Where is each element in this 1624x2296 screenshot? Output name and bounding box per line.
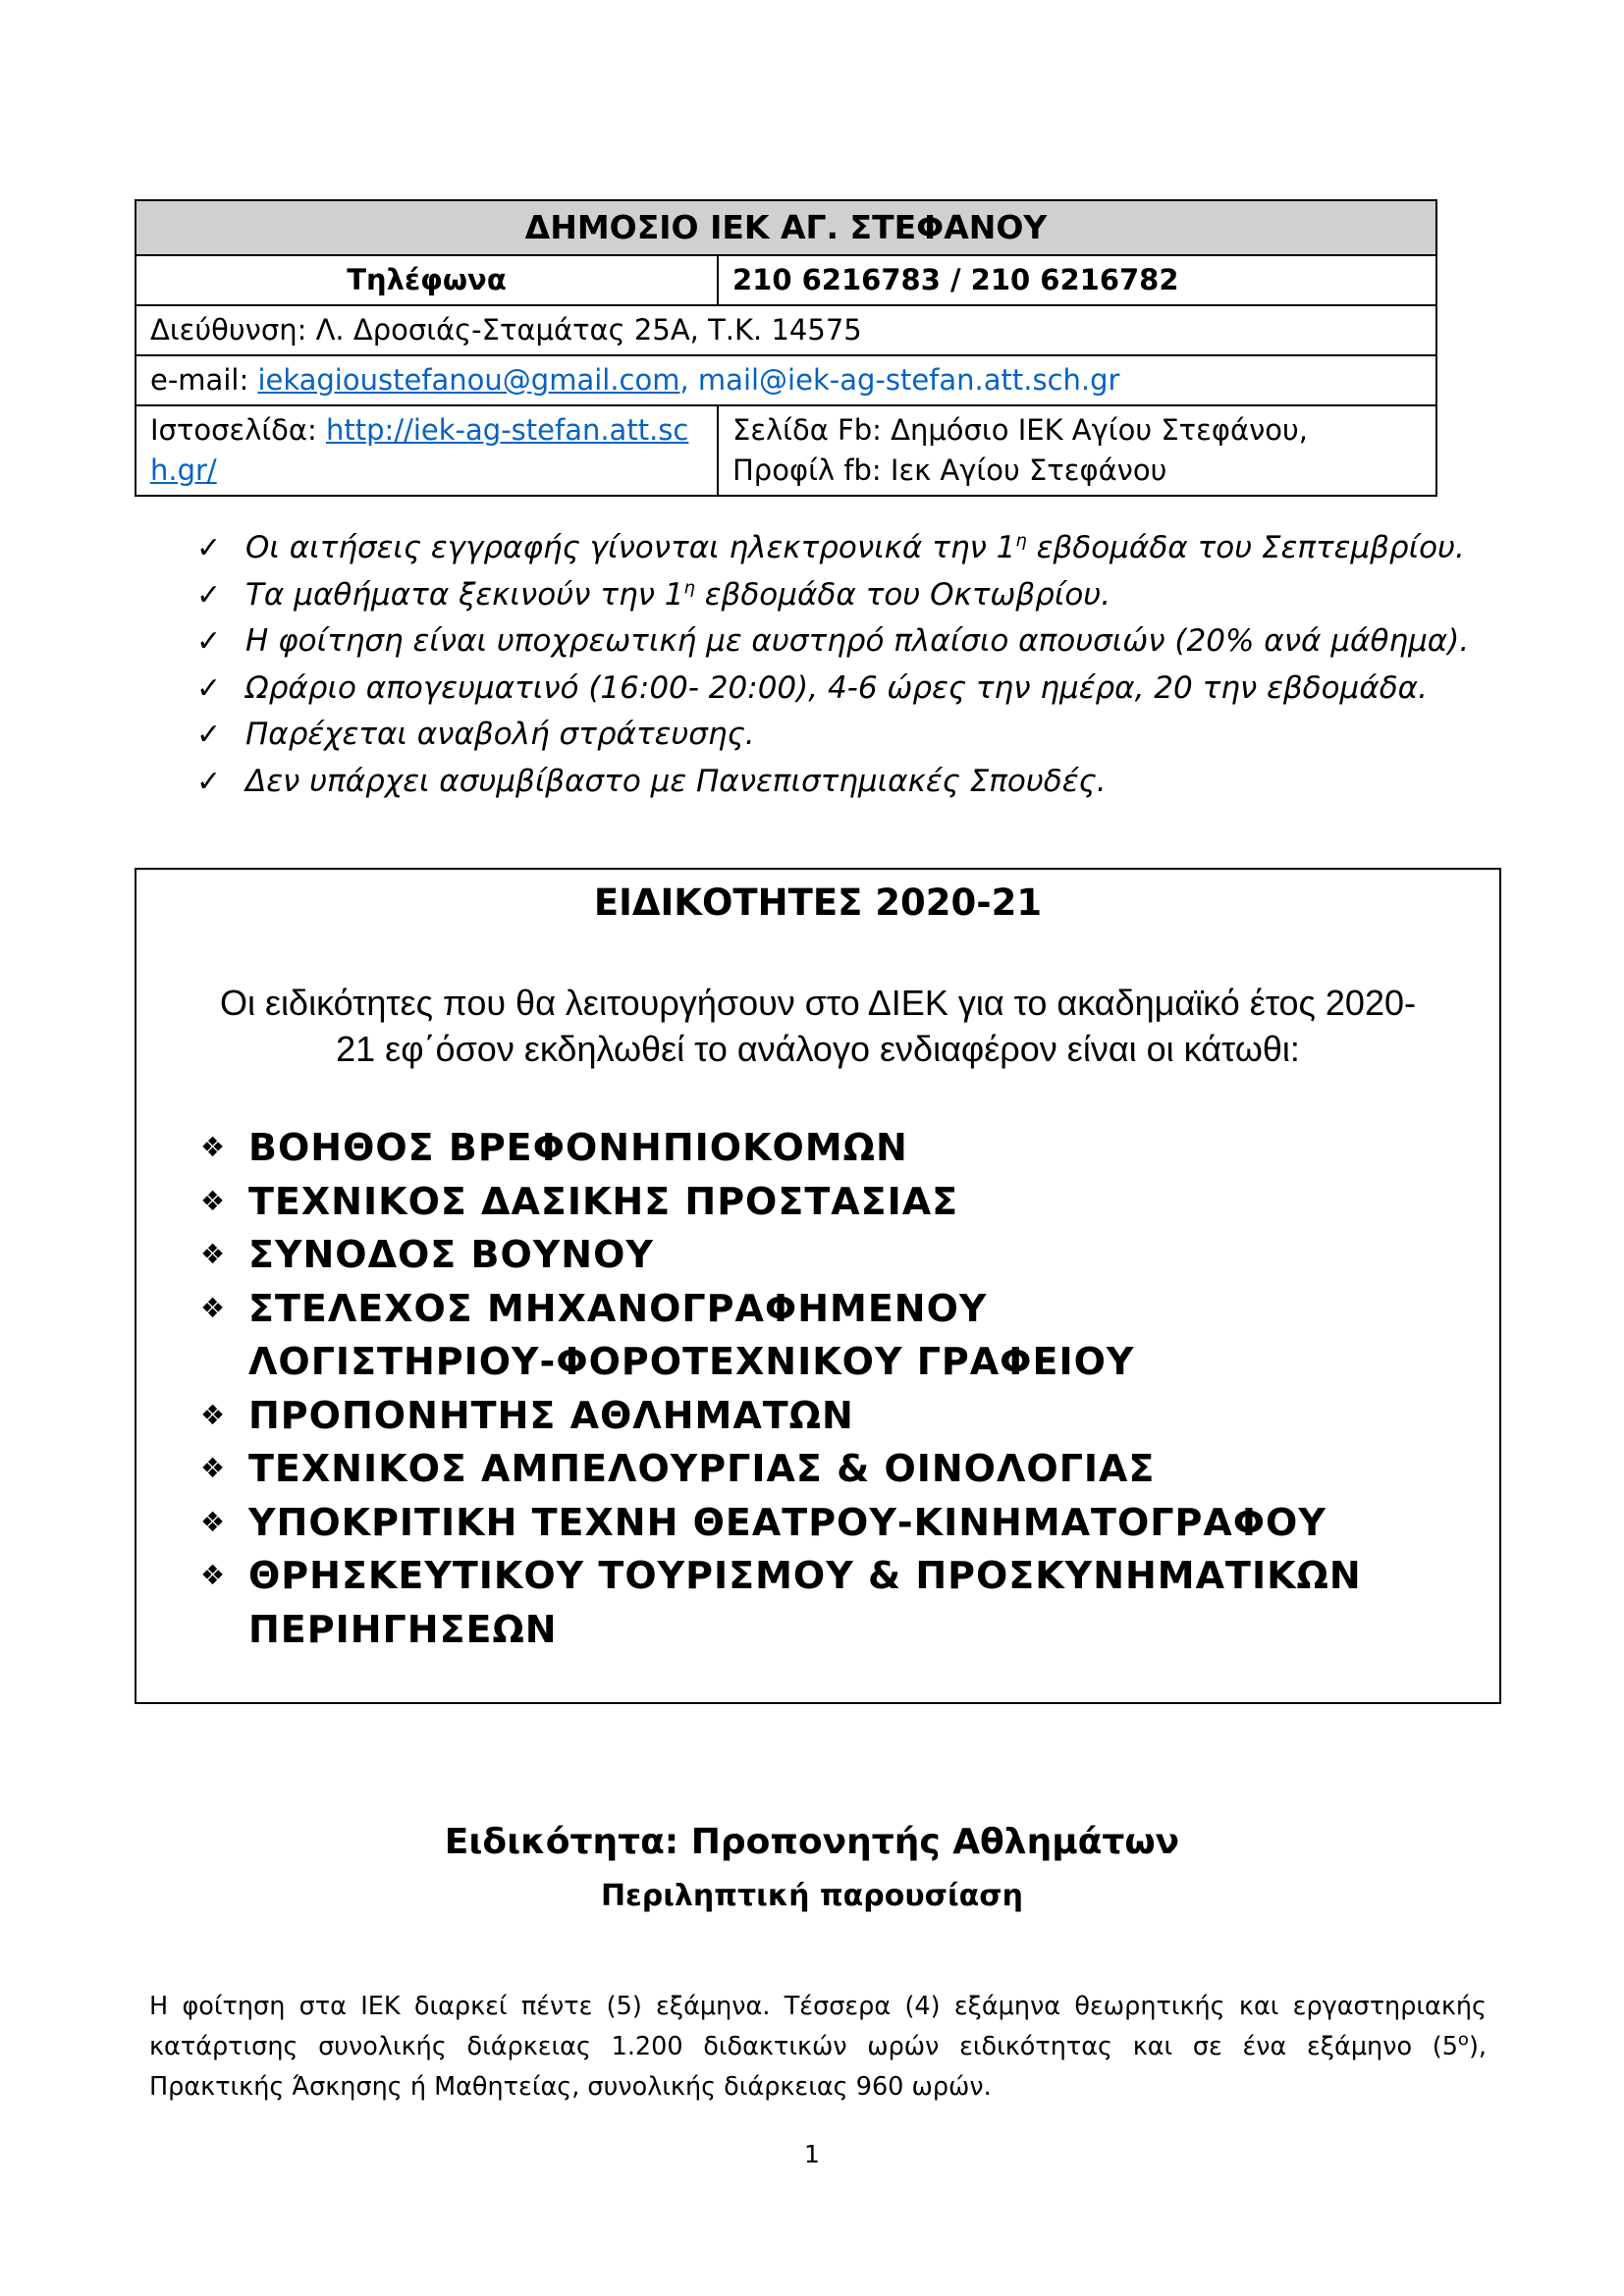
checkmark-icon: ✓ (196, 624, 222, 659)
specialty-item: ❖ ΥΠΟΚΡΙΤΙΚΗ ΤΕΧΝΗ ΘΕΑΤΡΟΥ-ΚΙΝΗΜΑΤΟΓΡΑΦΟΥ (200, 1496, 1477, 1550)
checkmark-icon: ✓ (196, 670, 222, 706)
contact-table (135, 199, 1437, 497)
phone-value: 210 6216783 / 210 6216782 (718, 255, 1436, 305)
section-subtitle: Περιληπτική παρουσίαση (600, 1879, 1024, 1913)
bullet-item: ✓ Παρέχεται αναβολή στράτευσης. (196, 712, 1473, 759)
facebook-profile: Προφίλ fb: Ιεκ Αγίου Στεφάνου (732, 454, 1167, 487)
website-link[interactable]: http://iek-ag-stefan.att.sch.gr/ (150, 413, 689, 487)
diamond-bullet-icon: ❖ (200, 1291, 227, 1324)
specialty-item: ❖ ΤΕΧΝΙΚΟΣ ΑΜΠΕΛΟΥΡΓΙΑΣ & ΟΙΝΟΛΟΓΙΑΣ (200, 1442, 1477, 1496)
bullet-item: ✓ Δεν υπάρχει ασυμβίβαστο με Πανεπιστημιακές Σπουδές. (196, 759, 1473, 806)
specialties-title: ΕΙΔΙΚΟΤΗΤΕΣ 2020-21 (593, 881, 1043, 924)
bullet-item: ✓ Η φοίτηση είναι υποχρεωτική με αυστηρό πλαίσιο απουσιών (20% ανά μάθημα). (196, 618, 1473, 666)
address: Διεύθυνση: Λ. Δροσιάς-Σταμάτας 25Α, Τ.Κ. 14575 (135, 305, 1436, 355)
diamond-bullet-icon: ❖ (200, 1184, 227, 1217)
website-label: Ιστοσελίδα: (150, 413, 327, 447)
specialties-intro: Οι ειδικότητες που θα λειτουργήσουν στο ΔΙΕΚ για το ακαδημαϊκό έτος 2020- 21 εφ΄όσον εκδηλωθεί το ανάλογο ενδιαφέρον είναι οι κάτωθι: (220, 983, 1416, 1069)
specialty-item: ❖ ΒΟΗΘΟΣ ΒΡΕΦΟΝΗΠΙΟΚΟΜΩΝ (200, 1121, 1477, 1175)
email-link-gmail[interactable]: iekagioustefanou@gmail.com (257, 363, 680, 397)
diamond-bullet-icon: ❖ (200, 1131, 227, 1163)
email-separator: , (679, 363, 698, 397)
specialty-item: ❖ ΘΡΗΣΚΕΥΤΙΚΟΥ ΤΟΥΡΙΣΜΟΥ & ΠΡΟΣΚΥΝΗΜΑΤΙΚΩΝ ΠΕΡΙΗΓΗΣΕΩΝ (200, 1549, 1387, 1656)
phone-label: Τηλέφωνα (135, 255, 718, 305)
checkmark-icon: ✓ (196, 718, 222, 752)
diamond-bullet-icon: ❖ (200, 1505, 227, 1538)
info-bullet-list (196, 525, 1473, 805)
page-number: 1 (804, 2140, 820, 2168)
section-title: Ειδικότητα: Προπονητής Αθλημάτων (444, 1822, 1180, 1862)
specialty-item: ❖ ΣΤΕΛΕΧΟΣ ΜΗΧΑΝΟΓΡΑΦΗΜΕΝΟΥ ΛΟΓΙΣΤΗΡΙΟΥ-ΦΟΡΟΤΕΧΝΙΚΟΥ ΓΡΑΦΕΙΟΥ (200, 1282, 1260, 1389)
specialties-list (200, 1121, 1477, 1656)
specialty-item: ❖ ΠΡΟΠΟΝΗΤΗΣ ΑΘΛΗΜΑΤΩΝ (200, 1389, 1477, 1443)
email-label: e-mail: (150, 363, 258, 397)
specialty-item: ❖ ΣΥΝΟΔΟΣ ΒΟΥΝΟΥ (200, 1228, 1477, 1282)
diamond-bullet-icon: ❖ (200, 1238, 227, 1270)
facebook-page: Σελίδα Fb: Δημόσιο ΙΕΚ Αγίου Στεφάνου, (732, 413, 1309, 447)
bullet-item: ✓ Ωράριο απογευματινό (16:00- 20:00), 4-6 ώρες την ημέρα, 20 την εβδομάδα. (196, 666, 1473, 713)
website-cell (135, 405, 718, 496)
email-link-school[interactable]: mail@iek-ag-stefan.att.sch.gr (697, 363, 1120, 397)
bullet-item: ✓ Οι αιτήσεις εγγραφής γίνονται ηλεκτρονικά την $1^\eta$ εβδομάδα του Σεπτεμβρίου. (196, 525, 1473, 572)
checkmark-icon: ✓ (196, 531, 222, 565)
diamond-bullet-icon: ❖ (200, 1559, 227, 1591)
diamond-bullet-icon: ❖ (200, 1398, 227, 1431)
school-title: ΔΗΜΟΣΙΟ ΙΕΚ ΑΓ. ΣΤΕΦΑΝΟΥ (135, 200, 1436, 255)
specialty-item: ❖ ΤΕΧΝΙΚΟΣ ΔΑΣΙΚΗΣ ΠΡΟΣΤΑΣΙΑΣ (200, 1175, 1477, 1229)
specialties-box (135, 868, 1501, 1704)
email-row (135, 355, 1436, 405)
section-body-text: Η φοίτηση στα ΙΕΚ διαρκεί πέντε (5) εξάμηνα. Τέσσερα (4) εξάμηνα θεωρητικής και εργαστηριακής κατάρτισης συνολικής διάρκειας 1.200 διδακτικών ωρών ειδικότητας και σε ένα εξάμηνο $(5^o)$, Πρακτικής Άσκησης ή Μαθητείας, συνολικής διάρκειας 960 ωρών. (149, 1991, 1487, 2102)
facebook-cell (718, 405, 1436, 496)
checkmark-icon: ✓ (196, 577, 222, 613)
checkmark-icon: ✓ (196, 764, 222, 799)
diamond-bullet-icon: ❖ (200, 1452, 227, 1484)
bullet-item: ✓ Τα μαθήματα ξεκινούν την $1^\eta$ εβδομάδα του Οκτωβρίου. (196, 572, 1473, 619)
